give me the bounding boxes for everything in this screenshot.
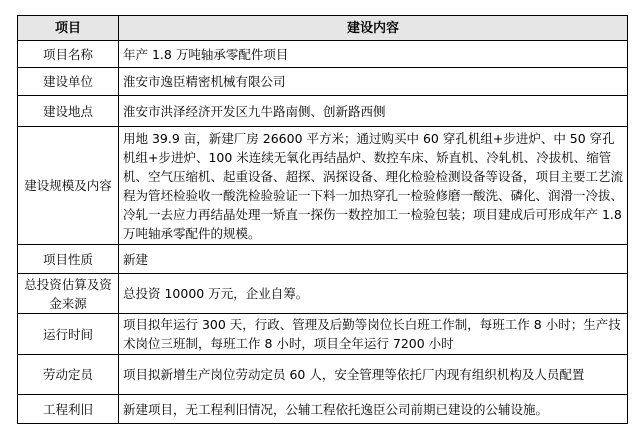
row-label: 建设地点	[18, 96, 119, 127]
header-item: 项目	[18, 16, 119, 41]
table-row	[18, 355, 628, 395]
row-label: 建设单位	[18, 68, 119, 96]
table-row	[18, 127, 628, 245]
table-header-row	[18, 16, 628, 41]
row-label: 劳动定员	[18, 355, 119, 395]
row-label: 项目名称	[18, 41, 119, 68]
table-row	[18, 96, 628, 127]
row-value: 新建项目，无工程利旧情况，公辅工程依托逸臣公司前期已建设的公辅设施。	[119, 395, 628, 424]
row-label: 总投资估算及资金来源	[18, 274, 119, 314]
row-value: 项目拟年运行 300 天，行政、管理及后勤等岗位长白班工作制，每班工作 8 小时；生产技术岗位三班制，每班工作 8 小时，项目全年运行 7200 小时	[119, 314, 628, 355]
table-row	[18, 245, 628, 274]
row-value: 淮安市洪泽经济开发区九牛路南侧、创新路西侧	[119, 96, 628, 127]
row-value: 用地 39.9 亩，新建厂房 26600 平方米；通过购买中 60 穿孔机组+步进炉、中 50 穿孔机组+步进炉、100 米连续无氧化再结晶炉、数控车床、矫直机、冷轧机、冷拔机、缩管机、空气压缩机、起重设备、超探、涡探设备、理化检验检测设备等设备，项目主要工艺流程为管坯检验收一酸洗检验验证一下料一加热穿孔一检验修磨一酸洗、磷化、润滑一冷拔、冷轧一去应力再结晶处理一矫直一探伤一数控加工一检验包装；项目建成后可形成年产 1.8 万吨轴承零配件的规模。	[119, 127, 628, 245]
table-row	[18, 274, 628, 314]
table-row	[18, 314, 628, 355]
row-value: 项目拟新增生产岗位劳动定员 60 人，安全管理等依托厂内现有组织机构及人员配置	[119, 355, 628, 395]
row-value: 淮安市逸臣精密机械有限公司	[119, 68, 628, 96]
row-label: 运行时间	[18, 314, 119, 355]
row-label: 项目性质	[18, 245, 119, 274]
project-info-table	[17, 15, 628, 424]
row-label: 工程利旧	[18, 395, 119, 424]
table-row	[18, 395, 628, 424]
row-value: 新建	[119, 245, 628, 274]
table-row	[18, 68, 628, 96]
row-value: 总投资 10000 万元，企业自筹。	[119, 274, 628, 314]
row-value: 年产 1.8 万吨轴承零配件项目	[119, 41, 628, 68]
header-content: 建设内容	[119, 16, 628, 41]
row-label: 建设规模及内容	[18, 127, 119, 245]
table-row	[18, 41, 628, 68]
